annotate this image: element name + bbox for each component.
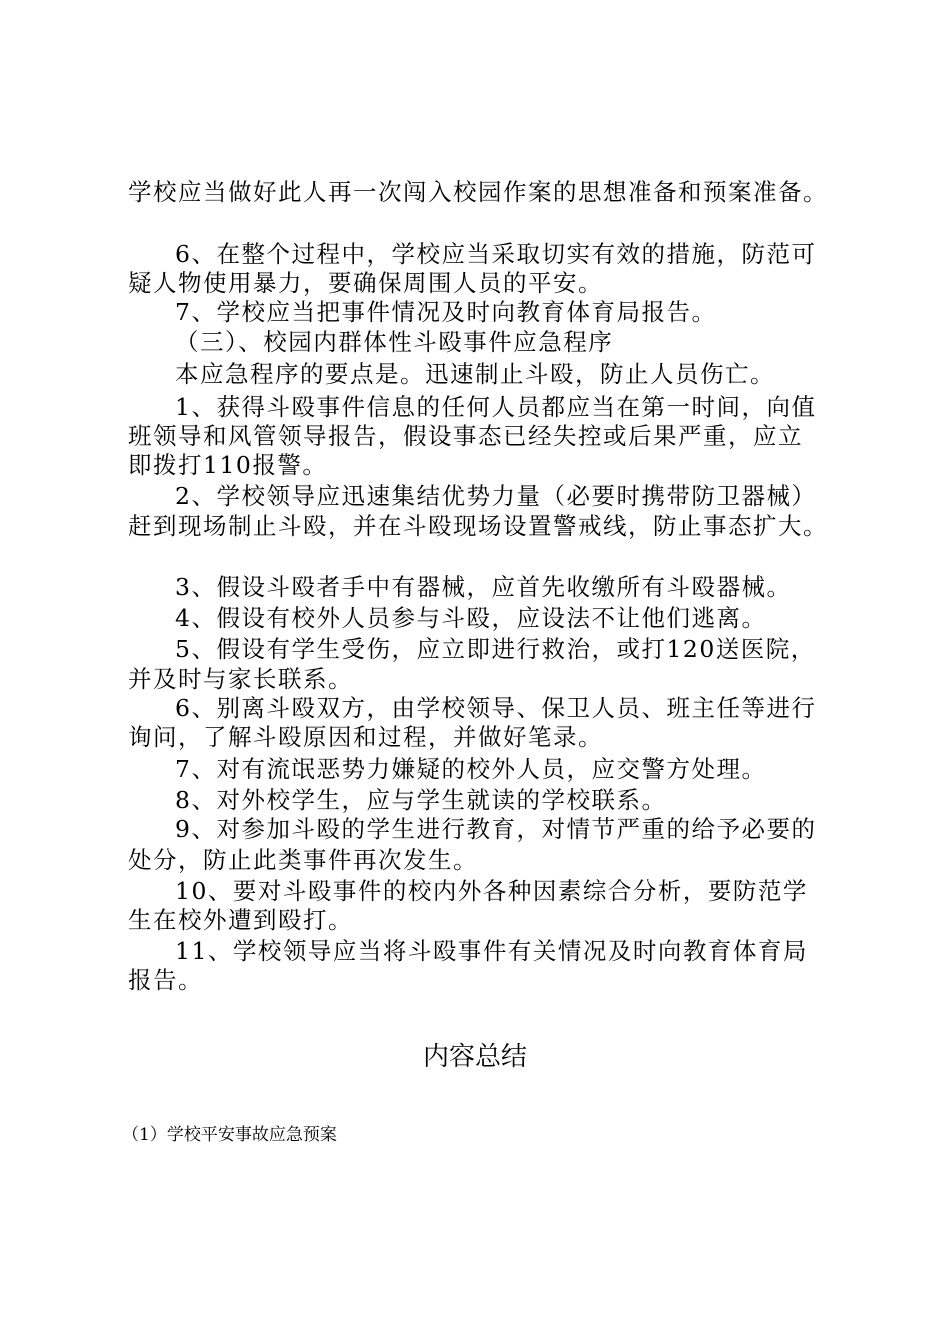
body-line: 本应急程序的要点是。迅速制止斗殴，防止人员伤亡。 xyxy=(175,360,775,388)
body-line: 班领导和风管领导报告，假设事态已经失控或后果严重，应立 xyxy=(128,422,803,450)
body-line: 即拨打110报警。 xyxy=(128,451,328,479)
body-line: 6、别离斗殴双方，由学校领导、保卫人员、班主任等进行 xyxy=(175,694,817,722)
body-line: 疑人物使用暴力，要确保周围人员的平安。 xyxy=(128,269,603,297)
body-line: 处分，防止此类事件再次发生。 xyxy=(128,846,478,874)
body-line: 赶到现场制止斗殴，并在斗殴现场设置警戒线，防止事态扩大。 xyxy=(128,512,828,540)
body-line: 7、学校应当把事件情况及时向教育体育局报告。 xyxy=(175,298,717,326)
body-line: 生在校外遭到殴打。 xyxy=(128,906,353,934)
body-line: 5、假设有学生受伤，应立即进行救治，或打120送医院， xyxy=(175,635,816,663)
body-line: 10、要对斗殴事件的校内外各种因素综合分析，要防范学 xyxy=(175,877,808,905)
body-line: 8、对外校学生，应与学生就读的学校联系。 xyxy=(175,786,667,814)
body-line: 1、获得斗殴事件信息的任何人员都应当在第一时间，向值 xyxy=(175,393,817,421)
summary-title: 内容总结 xyxy=(422,1042,527,1072)
body-line: 学校应当做好此人再一次闯入校园作案的思想准备和预案准备。 xyxy=(128,178,828,206)
body-line: 4、假设有校外人员参与斗殴，应设法不让他们逃离。 xyxy=(175,604,767,632)
body-line: 7、对有流氓恶势力嫌疑的校外人员，应交警方处理。 xyxy=(175,755,767,783)
body-line: 11、学校领导应当将斗殴事件有关情况及时向教育体育局 xyxy=(175,937,808,965)
body-line: 报告。 xyxy=(128,966,203,994)
body-line: 并及时与家长联系。 xyxy=(128,665,353,693)
section-heading: （三）、校园内群体性斗殴事件应急程序 xyxy=(175,328,614,356)
summary-item: （1）学校平安事故应急预案 xyxy=(122,1125,337,1145)
body-line: 9、对参加斗殴的学生进行教育，对情节严重的给予必要的 xyxy=(175,815,817,843)
body-line: 3、假设斗殴者手中有器械，应首先收缴所有斗殴器械。 xyxy=(175,573,792,601)
body-line: 6、在整个过程中，学校应当采取切实有效的措施，防范可 xyxy=(175,240,817,268)
body-line: 2、学校领导应迅速集结优势力量（必要时携带防卫器械） xyxy=(175,482,817,510)
body-line: 询问，了解斗殴原因和过程，并做好笔录。 xyxy=(128,723,603,751)
